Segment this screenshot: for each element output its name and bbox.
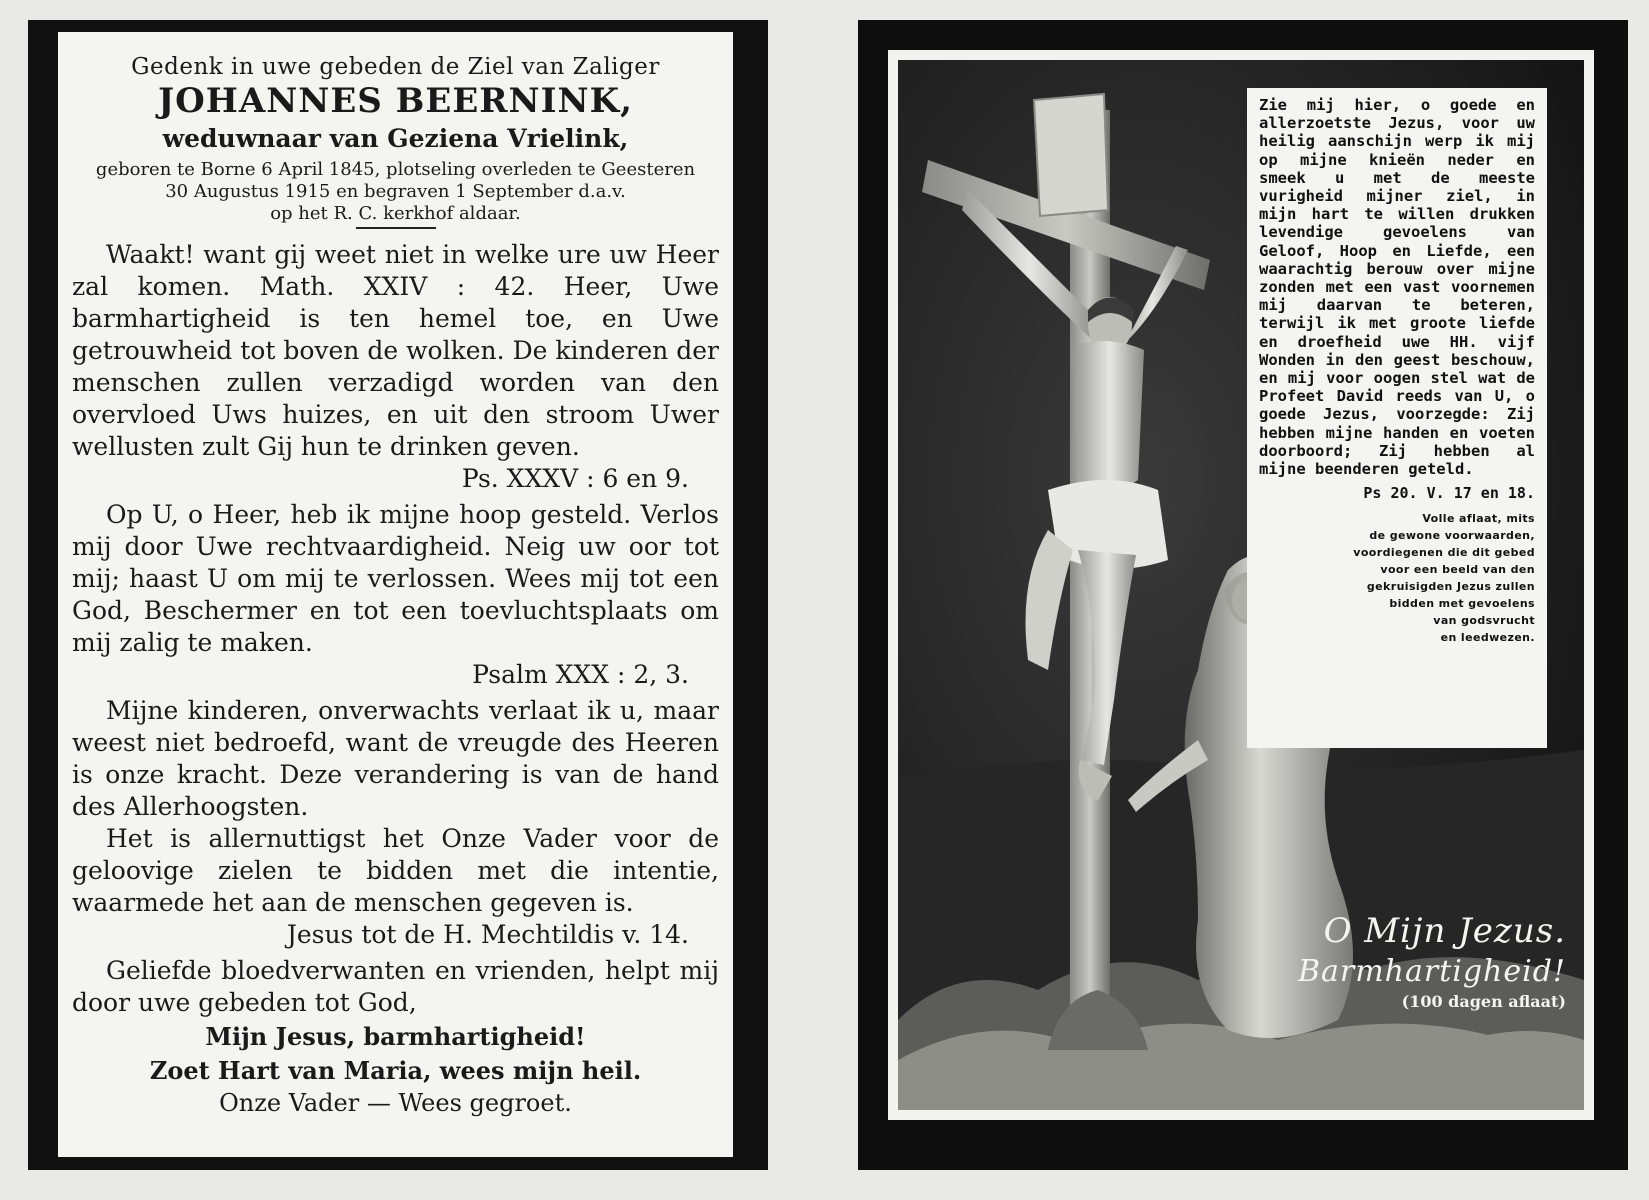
verse-4: Het is allernuttigst het Onze Vader voor de geloovige zielen te bidden met die intentie, waarmede het aan de menschen gegeven is.: [72, 824, 719, 917]
indulgence-line-5: gekruisigden Jezus zullen: [1366, 580, 1535, 594]
verse-4-reference: Jesus tot de H. Mechtildis v. 14.: [286, 920, 689, 949]
birth-death-line-2: 30 Augustus 1915 en begraven 1 September d.a.v.: [165, 181, 626, 202]
memorial-text-panel: [58, 32, 733, 1157]
picture-panel: [898, 60, 1584, 1110]
verse-2: Op U, o Heer, heb ik mijne hoop gesteld. Verlos mij door Uwe rechtvaardigheid. Neig uw oor tot mij; haast U om mij te verlossen. Wees mij tot een God, Beschermer en tot een toevluchtsplaats om mij zalig te maken.: [72, 500, 719, 657]
picture-caption: [1298, 910, 1566, 1012]
picture-frame: [888, 50, 1594, 1120]
caption-line-1: O Mijn Jezus.: [1323, 911, 1566, 951]
caption-line-3: (100 dagen aflaat): [1401, 992, 1566, 1011]
verse-2-reference: Psalm XXX : 2, 3.: [472, 660, 689, 689]
divider: [356, 227, 436, 229]
deceased-name: JOHANNES BEERNINK,: [158, 81, 633, 121]
indulgence-line-7: van godsvrucht: [1433, 614, 1535, 628]
intro-line: Gedenk in uwe gebeden de Ziel van Zaliger: [131, 54, 660, 80]
memorial-card-back: [858, 20, 1628, 1170]
indulgence-line-4: voor een beeld van den: [1380, 563, 1535, 577]
indulgence-line-3: voordiegenen die dit gebed: [1353, 546, 1535, 560]
birth-death-line-3: op het R. C. kerkhof aldaar.: [270, 203, 521, 224]
indulgence-line-1: Volle aflaat, mits: [1422, 512, 1535, 526]
prayer-reference: Ps 20. V. 17 en 18.: [1363, 484, 1535, 503]
indulgence-line-2: de gewone voorwaarden,: [1369, 529, 1535, 543]
indulgence-line-6: bidden met gevoelens: [1389, 597, 1535, 611]
verse-1: Waakt! want gij weet niet in welke ure uw Heer zal komen. Math. XXIV : 42. Heer, Uwe barmhartigheid is ten hemel toe, en Uwe getrouwheid tot boven de wolken. De kinderen der menschen zullen verzadigd worden van den overvloed Uws huizes, en uit den stroom Uwer wellusten zult Gij hun te drinken geven.: [72, 240, 719, 461]
caption-line-2: Barmhartigheid!: [1297, 954, 1566, 989]
verse-1-reference: Ps. XXXV : 6 en 9.: [461, 464, 689, 493]
widower-line: weduwnaar van Geziena Vrielink,: [162, 124, 629, 153]
birth-death-line-1: geboren te Borne 6 April 1845, plotseling overleden te Geesteren: [95, 159, 696, 180]
verse-5: Geliefde bloedverwanten en vrienden, helpt mij door uwe gebeden tot God,: [72, 956, 719, 1017]
closing-invocation-1: Mijn Jesus, barmhartigheid!: [205, 1022, 586, 1051]
closing-invocation-2: Zoet Hart van Maria, wees mijn heil.: [149, 1056, 642, 1085]
indulgence-line-8: en leedwezen.: [1440, 631, 1535, 645]
verse-3: Mijne kinderen, onverwachts verlaat ik u, maar weest niet bedroefd, want de vreugde des Heeren is onze kracht. Deze verandering is van de hand des Allerhoogsten.: [72, 696, 719, 821]
prayer-text-box: [1247, 88, 1547, 748]
closing-prayers: Onze Vader — Wees gegroet.: [219, 1089, 572, 1117]
memorial-card-front: [28, 20, 768, 1170]
prayer-text: Zie mij hier, o goede en allerzoetste Jezus, voor uw heilig aanschijn werp ik mij op mijne knieën neder en smeek u met de meeste vurigheid mijner ziel, in mijn hart te willen drukken levendige gevoelens van Geloof, Hoop en Liefde, een waarachtig berouw over mijne zonden met een vast voornemen mij daarvan te beteren, terwijl ik met groote liefde en droefheid uwe HH. vijf Wonden in den geest beschouw, en mij voor oogen stel wat de Profeet David reeds van U, o goede Jezus, voorzegde: Zij hebben mijne handen en voeten doorboord; Zij hebben al mijne beenderen geteld.: [1259, 96, 1535, 479]
